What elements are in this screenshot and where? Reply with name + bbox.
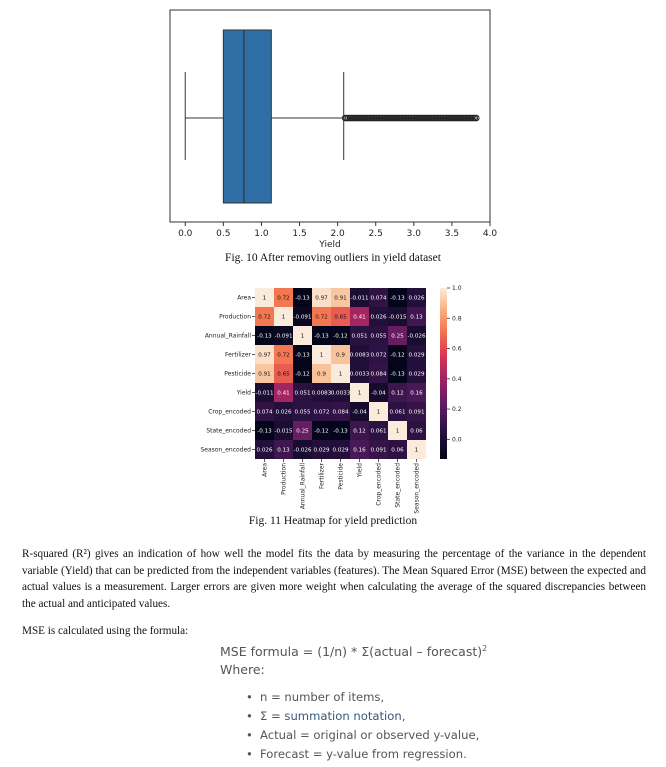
- heatmap-cell-label: 0.072: [313, 409, 330, 416]
- heatmap-cell-label: 0.029: [408, 371, 425, 378]
- column-label: Annual_Rainfall: [299, 463, 307, 510]
- heatmap-cell-label: -0.12: [333, 333, 348, 340]
- bullet-text: Forecast = y-value from regression.: [260, 747, 467, 761]
- fig10-caption: Fig. 10 After removing outliers in yield dataset: [225, 252, 441, 264]
- heatmap-cell-label: 0.029: [332, 447, 349, 454]
- mse-intro-paragraph: MSE is calculated using the formula:: [22, 625, 189, 637]
- heatmap-cell-label: 0.06: [391, 447, 404, 454]
- bullet-text: Σ =: [260, 709, 285, 723]
- row-label: Area: [237, 294, 251, 302]
- heatmap-cell-label: 0.026: [275, 409, 292, 416]
- heatmap-cell-label: 1: [281, 314, 286, 321]
- heatmap-cell-label: 0.06: [410, 428, 423, 435]
- heatmap-cell-label: 0.055: [294, 409, 311, 416]
- heatmap-cell-label: 0.0083: [311, 390, 332, 397]
- heatmap-cell-label: 1: [357, 390, 362, 397]
- column-label: Pesticide: [337, 463, 345, 490]
- bullet-dot: •: [246, 728, 253, 742]
- heatmap-cell-label: 0.65: [277, 371, 290, 378]
- x-tick-label: 1.5: [292, 229, 307, 239]
- heatmap-cell-label: 0.091: [370, 447, 387, 454]
- heatmap-cell-label: 0.074: [370, 295, 387, 302]
- bullet-punct: ,: [401, 709, 406, 723]
- heatmap-cell-label: 0.084: [370, 371, 387, 378]
- row-label: State_encoded: [206, 427, 251, 435]
- heatmap-cell-label: -0.026: [293, 447, 312, 454]
- heatmap-cell-label: 0.9: [317, 371, 326, 378]
- colorbar-tick-label: 0.6: [452, 345, 462, 353]
- heatmap-cell-label: 0.029: [313, 447, 330, 454]
- heatmap-cell-label: 0.0033: [349, 371, 370, 378]
- heatmap-cell-label: 0.9: [336, 352, 345, 359]
- heatmap-cell-label: 0.091: [408, 409, 425, 416]
- heatmap-cell-label: 1: [300, 333, 305, 340]
- column-label: Crop_encoded: [375, 463, 383, 506]
- heatmap-cell-label: -0.026: [407, 333, 426, 340]
- heatmap-cell-label: -0.015: [274, 428, 293, 435]
- column-label: Fertilizer: [318, 463, 326, 489]
- column-label: Season_encoded: [413, 463, 421, 514]
- x-tick-label: 0.0: [178, 229, 193, 239]
- row-label: Annual_Rainfall: [204, 332, 251, 340]
- column-label: Area: [261, 463, 269, 477]
- mse-formula: [220, 644, 487, 659]
- x-tick-label: 4.0: [482, 229, 498, 239]
- heatmap-cell-label: -0.011: [350, 295, 369, 302]
- x-tick-label: 0.5: [216, 229, 231, 239]
- heatmap-cell-label: 0.0083: [349, 352, 370, 359]
- heatmap-cell-label: 0.65: [334, 314, 347, 321]
- heatmap-cell-label: 0.074: [256, 409, 273, 416]
- r-squared-paragraph: R-squared (R²) gives an indication of how well the model fits the data by measuring the percentage of the variance in the dependent variable (Yield) that can be predicted from the independent variables (features). The Mean Squared Error (MSE) between the expected and actual values is a measurement. Larger errors are given more weight when calculating the average of the squared discrepancies between the actual and anticipated values.: [22, 548, 646, 610]
- bullet-dot: •: [246, 709, 253, 723]
- x-tick-label: 1.0: [254, 229, 269, 239]
- x-axis-label: Yield: [319, 240, 341, 250]
- colorbar-tick-label: 1.0: [452, 285, 462, 292]
- formula-definitions-list: [246, 688, 479, 764]
- x-tick-label: 3.5: [444, 229, 460, 239]
- column-label: State_encoded: [394, 463, 402, 508]
- heatmap-cell-label: -0.13: [295, 352, 310, 359]
- heatmap-cell-label: 0.12: [353, 428, 366, 435]
- colorbar: [440, 288, 447, 459]
- heatmap-cell-label: 0.16: [353, 447, 366, 454]
- heatmap-cell-label: 0.72: [277, 352, 290, 359]
- heatmap-cell-label: 1: [376, 409, 381, 416]
- heatmap-cell-label: 0.084: [332, 409, 349, 416]
- heatmap-cell-label: -0.13: [333, 428, 348, 435]
- heatmap-cell-label: -0.13: [314, 333, 329, 340]
- formula-exponent: 2: [482, 644, 488, 653]
- heatmap-cell-label: 0.91: [258, 371, 271, 378]
- row-label: Production: [219, 313, 251, 321]
- colorbar-tick-label: 0.8: [452, 315, 462, 323]
- heatmap-cell-label: -0.13: [295, 295, 310, 302]
- list-item: [246, 707, 479, 726]
- heatmap-cell-label: 0.026: [256, 447, 273, 454]
- list-item: [246, 688, 479, 707]
- summation-notation-link[interactable]: summation notation: [284, 709, 402, 723]
- heatmap-cell-label: 0.16: [410, 390, 423, 397]
- heatmap-cell-label: 0.97: [258, 352, 271, 359]
- heatmap-cell-label: 1: [319, 352, 324, 359]
- heatmap-cell-label: -0.091: [293, 314, 312, 321]
- heatmap-cell-label: 0.25: [391, 333, 404, 340]
- row-label: Crop_encoded: [208, 408, 251, 416]
- heatmap-cell-label: -0.13: [257, 333, 272, 340]
- heatmap-cell-label: 0.72: [258, 314, 271, 321]
- bullet-text: Actual = original or observed y-value,: [260, 728, 480, 742]
- list-item: [246, 745, 479, 764]
- heatmap-cell-label: -0.13: [257, 428, 272, 435]
- row-label: Fertilizer: [225, 351, 251, 359]
- heatmap-cell-label: 0.026: [370, 314, 387, 321]
- list-item: [246, 726, 479, 745]
- formula-text: MSE formula = (1/n) * Σ(actual – forecast): [220, 644, 483, 660]
- heatmap-cell-label: 0.055: [370, 333, 387, 340]
- formula-where: Where:: [220, 662, 265, 677]
- heatmap-cell-label: 0.072: [370, 352, 387, 359]
- row-label: Pesticide: [224, 370, 251, 378]
- heatmap-cell-label: 0.061: [370, 428, 387, 435]
- heatmap-cell-label: -0.12: [295, 371, 310, 378]
- heatmap-cell-label: 0.026: [408, 295, 425, 302]
- heatmap-cell-label: 0.41: [277, 390, 290, 397]
- heatmap-cell-label: -0.13: [390, 371, 405, 378]
- colorbar-tick-label: 0.2: [452, 406, 462, 414]
- colorbar-tick-label: 0.4: [452, 375, 462, 383]
- bullet-text: n = number of items,: [260, 690, 385, 704]
- heatmap-cell-label: -0.04: [371, 390, 386, 397]
- heatmap-cell-label: 1: [395, 428, 400, 435]
- heatmap-cell-label: -0.12: [314, 428, 329, 435]
- heatmap-cell-label: -0.015: [388, 314, 407, 321]
- heatmap-cell-label: 0.97: [315, 295, 328, 302]
- heatmap-cell-label: 0.051: [351, 333, 368, 340]
- heatmap-cell-label: 0.12: [391, 390, 404, 397]
- heatmap-cell-label: 0.72: [315, 314, 328, 321]
- heatmap-cell-label: -0.091: [274, 333, 293, 340]
- boxplot-figure: [150, 0, 500, 252]
- x-tick-label: 3.0: [406, 229, 421, 239]
- bullet-dot: •: [246, 747, 253, 761]
- heatmap-cell-label: -0.13: [390, 295, 405, 302]
- heatmap-cell-label: 1: [262, 295, 267, 302]
- heatmap-cell-label: -0.12: [390, 352, 405, 359]
- column-label: Yield: [356, 463, 364, 478]
- heatmap-cell-label: 1: [414, 447, 419, 454]
- heatmap-cell-label: 0.91: [334, 295, 347, 302]
- heatmap-cell-label: 0.41: [353, 314, 366, 321]
- bullet-dot: •: [246, 690, 253, 704]
- heatmap-cell-label: 0.25: [296, 428, 309, 435]
- x-tick-label: 2.0: [330, 229, 345, 239]
- row-label: Yield: [236, 389, 251, 397]
- heatmap-cell-label: 1: [338, 371, 343, 378]
- column-label: Production: [280, 463, 288, 495]
- fig11-caption: Fig. 11 Heatmap for yield prediction: [248, 515, 418, 527]
- heatmap-cell-label: 0.0033: [330, 390, 351, 397]
- colorbar-tick-label: 0.0: [452, 436, 462, 444]
- heatmap-cell-label: -0.011: [255, 390, 274, 397]
- heatmap-cell-label: 0.72: [277, 295, 290, 302]
- heatmap-cell-label: 0.029: [408, 352, 425, 359]
- heatmap-cell-label: 0.13: [410, 314, 423, 321]
- heatmap-cell-label: 0.051: [294, 390, 311, 397]
- heatmap-cell-label: 0.061: [389, 409, 406, 416]
- row-label: Season_encoded: [200, 446, 251, 454]
- heatmap-cell-label: 0.13: [277, 447, 290, 454]
- iqr-box: [223, 30, 271, 203]
- x-tick-label: 2.5: [368, 229, 383, 239]
- heatmap-figure: [200, 284, 480, 514]
- heatmap-cell-label: -0.04: [352, 409, 367, 416]
